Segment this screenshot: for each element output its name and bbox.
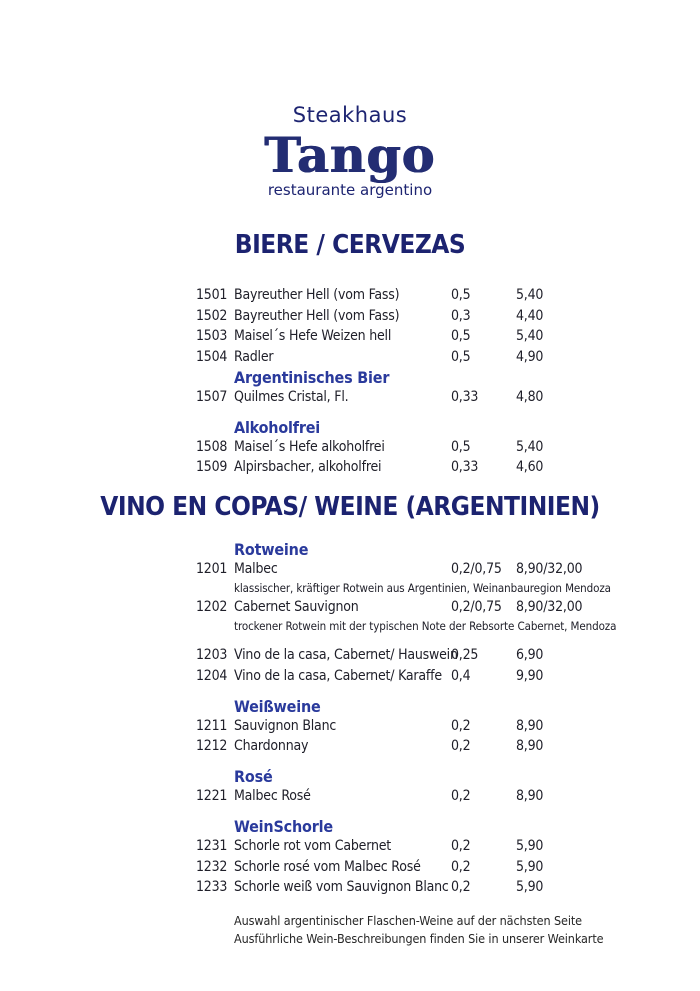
item-volume: 0,2 — [451, 717, 471, 734]
menu-item-row — [196, 877, 581, 898]
item-price: 4,60 — [516, 459, 544, 476]
item-volume: 0,2 — [451, 879, 471, 896]
item-price: 4,80 — [516, 388, 544, 405]
menu-group — [196, 767, 581, 807]
menu-item-row — [196, 597, 617, 635]
menu-item-row — [196, 285, 581, 306]
menu-item-row — [196, 786, 581, 807]
item-name: Vino de la casa, Cabernet/ Karaffe — [234, 668, 442, 685]
menu-group — [196, 817, 581, 898]
menu-item-row — [196, 437, 581, 458]
item-number: 1203 — [196, 647, 228, 664]
item-price: 8,90 — [516, 738, 544, 755]
item-number: 1503 — [196, 328, 228, 345]
item-number: 1233 — [196, 879, 228, 896]
item-volume: 0,4 — [451, 668, 471, 685]
item-number: 1502 — [196, 307, 228, 324]
footer — [234, 912, 700, 949]
item-volume: 0,5 — [451, 349, 471, 366]
item-number: 1212 — [196, 738, 228, 755]
menu-item-row — [196, 457, 581, 478]
group-heading: WeinSchorle — [234, 816, 333, 836]
group-heading: Argentinisches Bier — [234, 367, 390, 387]
item-number: 1231 — [196, 837, 228, 854]
item-number: 1202 — [196, 599, 228, 616]
item-number: 1507 — [196, 388, 228, 405]
menu-item-row — [196, 716, 581, 737]
item-name: Chardonnay — [234, 738, 309, 755]
item-number: 1232 — [196, 858, 228, 875]
item-price: 9,90 — [516, 668, 544, 685]
menu-group — [196, 285, 581, 368]
brand-overline: Steakhaus — [292, 103, 408, 127]
item-volume: 0,5 — [451, 328, 471, 345]
item-name: Schorle weiß vom Sauvignon Blanc — [234, 879, 449, 896]
menu-group — [196, 539, 617, 635]
menu-table — [196, 539, 617, 898]
item-price: 8,90 — [516, 788, 544, 805]
brand-logo: Tango — [264, 126, 436, 184]
menu-item-row — [196, 736, 581, 757]
item-volume: 0,2/0,75 — [451, 560, 502, 577]
item-price: 5,40 — [516, 438, 544, 455]
menu-group — [196, 368, 581, 408]
item-price: 5,90 — [516, 837, 544, 854]
group-heading: Rotweine — [234, 539, 309, 559]
menu-group — [196, 645, 581, 686]
item-volume: 0,5 — [451, 287, 471, 303]
menu-group — [196, 418, 581, 478]
menu-item-row — [196, 666, 581, 687]
menu-item-row — [196, 387, 581, 408]
menu-sections — [0, 230, 700, 898]
item-number: 1221 — [196, 788, 228, 805]
item-name: Malbec — [234, 560, 278, 577]
group-heading: Weißweine — [234, 696, 321, 716]
menu-item-row — [196, 347, 581, 368]
menu-item-row — [196, 836, 581, 857]
item-volume: 0,5 — [451, 438, 471, 455]
item-price: 8,90/32,00 — [516, 560, 583, 577]
section-title: BIERE / CERVEZAS — [234, 230, 466, 260]
group-heading: Alkoholfrei — [234, 417, 321, 437]
item-price: 8,90 — [516, 717, 544, 734]
menu-section — [0, 230, 700, 478]
item-name: Schorle rot vom Cabernet — [234, 837, 392, 854]
item-volume: 0,2 — [451, 858, 471, 875]
menu-item-row — [196, 645, 581, 666]
item-price: 5,90 — [516, 858, 544, 875]
item-name: Vino de la casa, Cabernet/ Hauswein — [234, 647, 458, 664]
menu-item-row — [196, 306, 581, 327]
item-name: Schorle rosé vom Malbec Rosé — [234, 858, 421, 875]
brand-block — [0, 0, 700, 199]
item-volume: 0,33 — [451, 459, 479, 476]
item-number: 1201 — [196, 560, 228, 577]
item-name: Maisel´s Hefe alkoholfrei — [234, 438, 385, 455]
item-volume: 0,25 — [451, 647, 479, 664]
item-name: Bayreuther Hell (vom Fass) — [234, 287, 400, 303]
item-price: 5,40 — [516, 328, 544, 345]
footer-line-1: Auswahl argentinischer Flaschen-Weine auf der nächsten Seite — [234, 912, 582, 928]
item-name: Alpirsbacher, alkoholfrei — [234, 459, 382, 476]
item-number: 1504 — [196, 349, 228, 366]
menu-section — [0, 492, 700, 898]
item-name: Malbec Rosé — [234, 788, 311, 805]
menu-table — [196, 285, 581, 478]
item-name: Quilmes Cristal, Fl. — [234, 388, 349, 405]
item-price: 5,90 — [516, 879, 544, 896]
section-title: VINO EN COPAS/ WEINE (ARGENTINIEN) — [100, 491, 600, 522]
item-volume: 0,3 — [451, 307, 471, 324]
item-price: 4,90 — [516, 349, 544, 366]
item-number: 1509 — [196, 459, 228, 476]
menu-item-row — [196, 326, 581, 347]
item-volume: 0,2/0,75 — [451, 599, 502, 616]
item-number: 1508 — [196, 438, 228, 455]
item-name: Sauvignon Blanc — [234, 717, 337, 734]
item-number: 1211 — [196, 717, 228, 734]
item-name: Radler — [234, 349, 274, 366]
item-price: 8,90/32,00 — [516, 599, 583, 616]
item-number: 1204 — [196, 668, 228, 685]
menu-item-row — [196, 857, 581, 878]
menu-group — [196, 697, 581, 757]
item-price: 4,40 — [516, 307, 544, 324]
item-price: 5,40 — [516, 287, 544, 303]
item-description: trockener Rotwein mit der typischen Note der Rebsorte Cabernet, Mendoza — [234, 618, 617, 633]
item-volume: 0,2 — [451, 738, 471, 755]
item-number: 1501 — [196, 287, 228, 303]
group-heading: Rosé — [234, 767, 273, 787]
menu-item-row — [196, 559, 611, 597]
item-name: Maisel´s Hefe Weizen hell — [234, 328, 392, 345]
item-name: Cabernet Sauvignon — [234, 599, 359, 616]
footer-line-2: Ausführliche Wein-Beschreibungen finden Sie in unserer Weinkarte — [234, 931, 604, 947]
item-name: Bayreuther Hell (vom Fass) — [234, 307, 400, 324]
item-volume: 0,2 — [451, 788, 471, 805]
item-price: 6,90 — [516, 647, 544, 664]
item-volume: 0,33 — [451, 388, 479, 405]
brand-subline: restaurante argentino — [267, 181, 433, 199]
item-description: klassischer, kräftiger Rotwein aus Argentinien, Weinanbauregion Mendoza — [234, 580, 611, 595]
item-volume: 0,2 — [451, 837, 471, 854]
